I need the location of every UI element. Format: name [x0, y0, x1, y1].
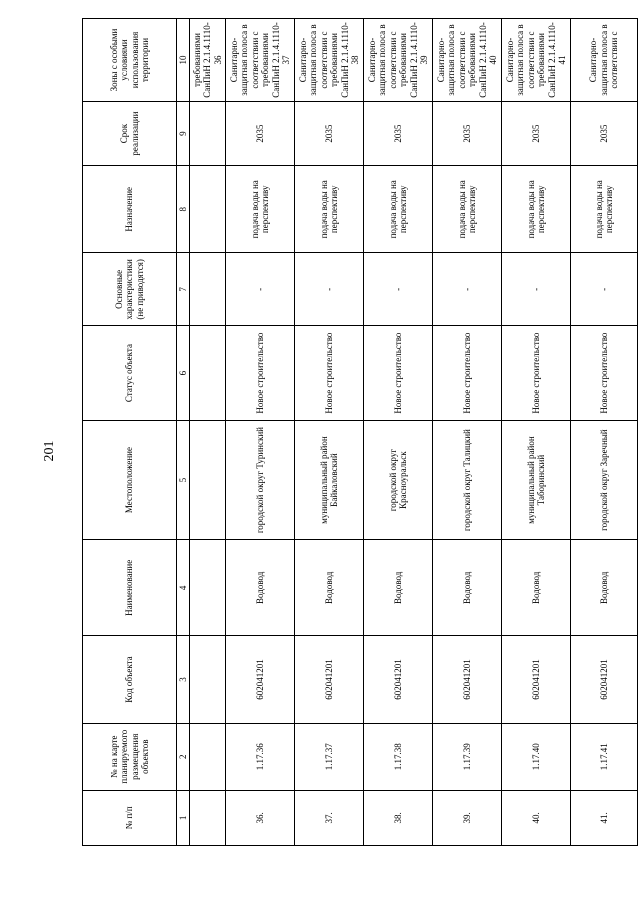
object-characteristics: - [364, 253, 433, 326]
table-row [364, 19, 433, 846]
row-number: 36. [226, 790, 295, 845]
table-row [571, 19, 638, 846]
header-cell: Зоны с особыми условиями использования территории [83, 19, 177, 102]
map-number: 1.17.41 [571, 723, 638, 790]
object-term: 2035 [295, 102, 364, 166]
object-code: 602041201 [295, 636, 364, 723]
object-location: городской округ Туринский [226, 420, 295, 539]
column-number: 1 [177, 790, 190, 845]
object-term: 2035 [226, 102, 295, 166]
header-cell: Основные характеристики (не приводятся) [83, 253, 177, 326]
object-code: 602041201 [364, 636, 433, 723]
object-location: муниципальный район Байкаловский [295, 420, 364, 539]
header-cell: Статус объекта [83, 326, 177, 421]
zone-cell: Санитарно-защитная полоса в соответствии с требованиями СанПиН 2.1.4.1110-41 [502, 19, 571, 102]
table-row [226, 19, 295, 846]
object-status: Новое строительство [226, 326, 295, 421]
table-row [502, 19, 571, 846]
object-status: Новое строительство [364, 326, 433, 421]
column-number: 9 [177, 102, 190, 166]
table-row [433, 19, 502, 846]
map-number: 1.17.38 [364, 723, 433, 790]
column-number: 6 [177, 326, 190, 421]
zone-cell: требованиями СанПиН 2.1.4.1110-36 [190, 19, 226, 102]
header-cell: № на карте планируемого размещения объектов [83, 723, 177, 790]
zone-cell: Санитарно-защитная полоса в соответствии с требованиями СанПиН 2.1.4.1110-39 [364, 19, 433, 102]
object-name: Водовод [571, 540, 638, 636]
object-status: Новое строительство [433, 326, 502, 421]
header-cell: Срок реализации [83, 102, 177, 166]
continuation-row [190, 19, 226, 846]
zone-cell: Санитарно-защитная полоса в соответствии с [571, 19, 638, 102]
column-number: 5 [177, 420, 190, 539]
object-characteristics: - [433, 253, 502, 326]
column-number: 8 [177, 166, 190, 253]
column-number: 4 [177, 540, 190, 636]
object-purpose: подача воды на перспективу [433, 166, 502, 253]
object-status: Новое строительство [295, 326, 364, 421]
object-name: Водовод [502, 540, 571, 636]
object-code: 602041201 [502, 636, 571, 723]
row-number: 38. [364, 790, 433, 845]
object-name: Водовод [295, 540, 364, 636]
zone-cell: Санитарно-защитная полоса в соответствии с требованиями СанПиН 2.1.4.1110-40 [433, 19, 502, 102]
object-location: городской округ Красноуральск [364, 420, 433, 539]
column-number: 3 [177, 636, 190, 723]
table-row [295, 19, 364, 846]
header-cell: Код объекта [83, 636, 177, 723]
map-number: 1.17.36 [226, 723, 295, 790]
object-location: городской округ Заречный [571, 420, 638, 539]
column-number: 7 [177, 253, 190, 326]
column-number-row [177, 19, 190, 846]
header-cell: Наименование [83, 540, 177, 636]
objects-table [82, 18, 638, 846]
column-number: 2 [177, 723, 190, 790]
object-term: 2035 [433, 102, 502, 166]
object-characteristics: - [226, 253, 295, 326]
object-purpose: подача воды на перспективу [502, 166, 571, 253]
page-number-text: 201 [42, 440, 57, 462]
object-purpose: подача воды на перспективу [571, 166, 638, 253]
object-purpose: подача воды на перспективу [226, 166, 295, 253]
map-number: 1.17.39 [433, 723, 502, 790]
table-rotated-wrapper [82, 18, 638, 846]
map-number: 1.17.40 [502, 723, 571, 790]
object-purpose: подача воды на перспективу [295, 166, 364, 253]
column-number: 10 [177, 19, 190, 102]
row-number: 39. [433, 790, 502, 845]
header-cell: Местоположение [83, 420, 177, 539]
object-code: 602041201 [226, 636, 295, 723]
row-number: 41. [571, 790, 638, 845]
header-cell: № п/п [83, 790, 177, 845]
object-status: Новое строительство [502, 326, 571, 421]
map-number: 1.17.37 [295, 723, 364, 790]
object-status: Новое строительство [571, 326, 638, 421]
object-characteristics: - [571, 253, 638, 326]
zone-cell: Санитарно-защитная полоса в соответствии с требованиями СанПиН 2.1.4.1110-38 [295, 19, 364, 102]
object-name: Водовод [226, 540, 295, 636]
object-code: 602041201 [571, 636, 638, 723]
row-number: 40. [502, 790, 571, 845]
object-term: 2035 [502, 102, 571, 166]
object-purpose: подача воды на перспективу [364, 166, 433, 253]
object-location: городской округ Талицкий [433, 420, 502, 539]
object-characteristics: - [502, 253, 571, 326]
zone-cell: Санитарно-защитная полоса в соответствии с требованиями СанПиН 2.1.4.1110-37 [226, 19, 295, 102]
object-location: муниципальный район Таборинский [502, 420, 571, 539]
header-row [83, 19, 177, 846]
object-term: 2035 [571, 102, 638, 166]
object-name: Водовод [433, 540, 502, 636]
header-cell: Назначение [83, 166, 177, 253]
object-code: 602041201 [433, 636, 502, 723]
row-number: 37. [295, 790, 364, 845]
object-name: Водовод [364, 540, 433, 636]
object-characteristics: - [295, 253, 364, 326]
object-term: 2035 [364, 102, 433, 166]
